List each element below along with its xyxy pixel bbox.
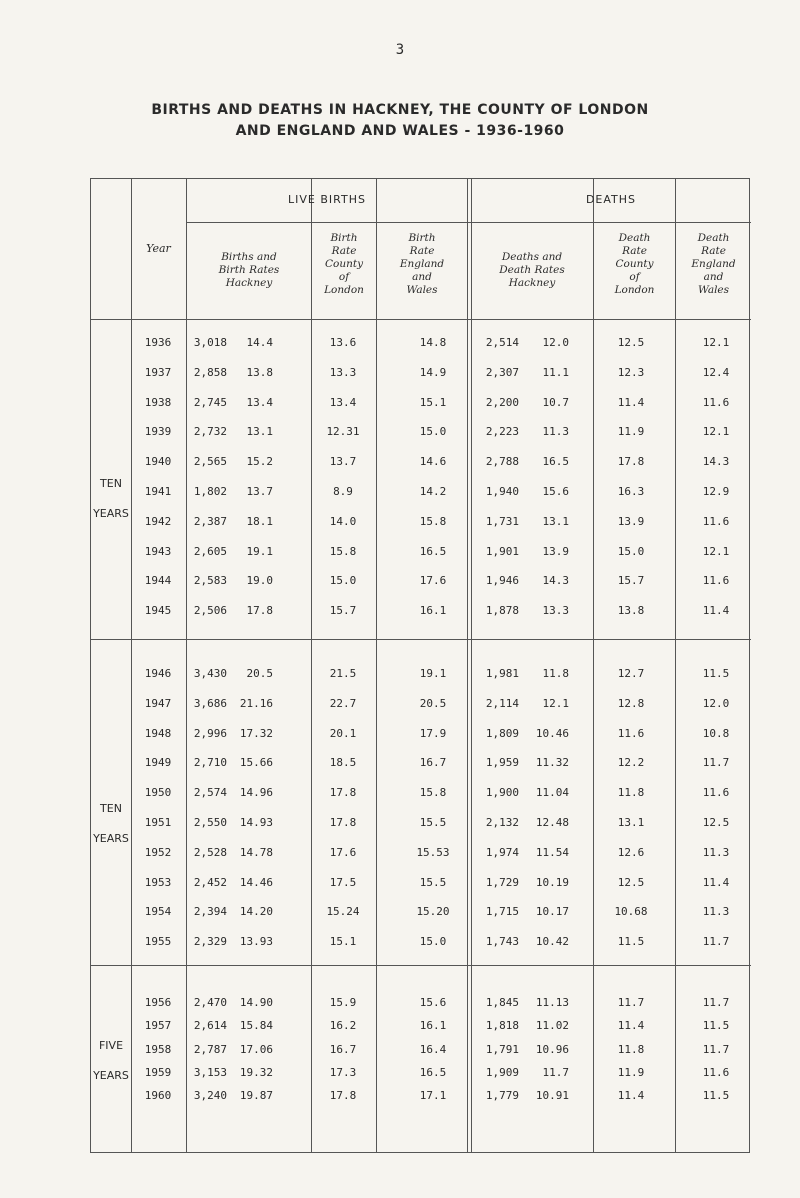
hackney-death-rate-cell: 11.54	[535, 845, 569, 859]
london-death-rate-cell: 17.8	[617, 455, 645, 469]
london-death-rate-cell: 11.9	[617, 1065, 645, 1079]
hackney-birth-rate-cell: 14.90	[239, 996, 273, 1009]
ew-birth-rate-cell: 15.20	[416, 905, 450, 919]
hackney-birth-rate-cell: 20.5	[246, 667, 273, 680]
hackney-birth-rate-cell: 13.8	[246, 365, 273, 379]
london-death-rate-cell: 11.8	[617, 786, 645, 800]
ew-death-rate-cell: 11.5	[702, 1019, 730, 1033]
ew-death-rate-cell: 11.6	[702, 514, 730, 528]
year-cell: 1944	[144, 574, 172, 588]
hackney-deaths-cell: 2,132	[485, 816, 519, 829]
hackney-deaths-cell: 1,900	[485, 786, 519, 800]
table-row	[91, 876, 751, 896]
hackney-deaths-cell: 2,788	[485, 455, 519, 469]
hackney-birth-rate-cell: 18.1	[246, 514, 273, 528]
hackney-deaths-cell: 1,974	[485, 845, 519, 859]
table-row	[91, 366, 751, 386]
title-line-2: AND ENGLAND AND WALES - 1936-1960	[235, 123, 565, 139]
year-header: Year	[146, 242, 171, 255]
ew-death-rate-cell: 12.1	[702, 336, 730, 349]
london-birth-rate-cell: 13.3	[329, 365, 357, 379]
london-birth-rate-cell: 16.2	[329, 1019, 357, 1033]
year-cell: 1951	[144, 816, 172, 829]
london-birth-rate-cell: 15.1	[329, 935, 357, 949]
births-deaths-table	[90, 178, 750, 1153]
london-death-rate-cell: 12.8	[617, 696, 645, 710]
hackney-birth-rate-cell: 14.46	[239, 875, 273, 889]
hackney-death-rate-cell: 10.7	[542, 395, 569, 409]
london-death-rate-cell: 12.6	[617, 845, 645, 859]
table-row	[91, 697, 751, 717]
hackney-death-rate-cell: 11.1	[542, 365, 569, 379]
year-cell: 1956	[144, 996, 172, 1009]
table-row	[91, 574, 751, 594]
ew-birth-rate-cell: 17.6	[419, 574, 447, 588]
ew-death-rate-cell: 11.4	[702, 875, 730, 889]
year-cell: 1958	[144, 1042, 172, 1056]
ew-death-rate-cell: 12.0	[702, 696, 730, 710]
ew-death-rate-cell: 11.7	[702, 935, 730, 949]
london-death-rate-cell: 10.68	[614, 905, 648, 919]
hackney-death-rate-cell: 14.3	[542, 574, 569, 588]
hackney-death-rate-cell: 11.02	[535, 1019, 569, 1033]
year-cell: 1955	[144, 935, 172, 949]
hackney-death-rate-cell: 13.3	[542, 604, 569, 618]
london-birth-rate-cell: 13.6	[329, 336, 357, 349]
hackney-death-rate-cell: 15.6	[542, 485, 569, 498]
table-row	[91, 545, 751, 565]
london-death-rate-cell: 12.5	[617, 875, 645, 889]
hackney-death-rate-cell: 12.0	[542, 336, 569, 349]
ew-birth-rate-cell: 19.1	[419, 667, 447, 680]
year-cell: 1960	[144, 1089, 172, 1103]
london-death-rate-cell: 15.7	[617, 574, 645, 588]
london-death-rate-cell: 11.4	[617, 1089, 645, 1103]
hackney-births-cell: 3,153	[193, 1065, 227, 1079]
hackney-births-cell: 2,787	[193, 1042, 227, 1056]
hackney-deaths-cell: 1,743	[485, 935, 519, 949]
ew-death-rate-cell: 11.6	[702, 1065, 730, 1079]
london-birth-rate-cell: 20.1	[329, 726, 357, 740]
london-death-rate-cell: 11.5	[617, 935, 645, 949]
ew-birth-rate-cell: 14.9	[419, 365, 447, 379]
ew-death-rate-cell: 12.5	[702, 816, 730, 829]
london-birth-rate-cell: 17.3	[329, 1065, 357, 1079]
table-row	[91, 1066, 751, 1086]
hackney-deaths-cell: 1,940	[485, 485, 519, 498]
ew-death-rate-cell: 11.7	[702, 996, 730, 1009]
year-cell: 1949	[144, 756, 172, 770]
london-birth-rate-cell: 17.8	[329, 816, 357, 829]
ew-birth-rate-header: Birth Rate England and Wales	[399, 232, 445, 296]
table-row	[91, 816, 751, 836]
ew-death-rate-cell: 14.3	[702, 455, 730, 469]
london-birth-rate-cell: 15.7	[329, 604, 357, 618]
table-row	[91, 996, 751, 1016]
hackney-death-rate-cell: 16.5	[542, 455, 569, 469]
london-death-rate-cell: 11.9	[617, 425, 645, 439]
hackney-deaths-cell: 1,909	[485, 1065, 519, 1079]
table-row	[91, 396, 751, 416]
hackney-births-cell: 2,470	[193, 996, 227, 1009]
ew-death-rate-cell: 11.7	[702, 1042, 730, 1056]
year-cell: 1943	[144, 544, 172, 558]
london-birth-rate-cell: 17.8	[329, 1089, 357, 1103]
hackney-death-rate-cell: 10.91	[535, 1089, 569, 1103]
ew-birth-rate-cell: 15.6	[419, 996, 447, 1009]
period-label: FIVE YEARS	[93, 1039, 129, 1082]
year-cell: 1952	[144, 845, 172, 859]
table-row	[91, 905, 751, 925]
ew-birth-rate-cell: 16.1	[419, 1019, 447, 1033]
london-birth-rate-cell: 13.7	[329, 455, 357, 469]
hackney-births-cell: 2,394	[193, 905, 227, 919]
hackney-death-rate-cell: 11.04	[535, 786, 569, 800]
hackney-births-cell: 2,329	[193, 935, 227, 949]
page-number: 3	[395, 42, 405, 58]
ew-birth-rate-cell: 16.7	[419, 756, 447, 770]
london-death-rate-cell: 11.4	[617, 1019, 645, 1033]
hackney-deaths-cell: 1,878	[485, 604, 519, 618]
hackney-death-rate-cell: 13.9	[542, 544, 569, 558]
deaths-header: DEATHS	[585, 193, 637, 206]
ew-death-rate-header: Death Rate England and Wales	[691, 232, 736, 296]
hackney-deaths-cell: 2,200	[485, 395, 519, 409]
ew-birth-rate-cell: 16.1	[419, 604, 447, 618]
hackney-births-cell: 3,240	[193, 1089, 227, 1103]
year-cell: 1938	[144, 395, 172, 409]
hackney-births-cell: 1,802	[193, 485, 227, 498]
london-birth-rate-cell: 16.7	[329, 1042, 357, 1056]
table-row	[91, 425, 751, 445]
london-birth-rate-cell: 17.6	[329, 845, 357, 859]
year-cell: 1954	[144, 905, 172, 919]
period-label: TEN YEARS	[93, 802, 129, 845]
hackney-deaths-cell: 2,223	[485, 425, 519, 439]
hackney-death-rate-cell: 12.1	[542, 696, 569, 710]
hackney-births-cell: 3,430	[193, 667, 227, 680]
hackney-births-cell: 2,858	[193, 365, 227, 379]
table-row	[91, 485, 751, 505]
london-death-rate-cell: 12.5	[617, 336, 645, 349]
hackney-deaths-cell: 1,959	[485, 756, 519, 770]
ew-birth-rate-cell: 14.8	[419, 336, 447, 349]
hackney-death-rate-cell: 11.3	[542, 425, 569, 439]
london-birth-rate-cell: 21.5	[329, 667, 357, 680]
london-birth-rate-cell: 17.8	[329, 786, 357, 800]
hackney-deaths-cell: 1,731	[485, 514, 519, 528]
hackney-death-rate-cell: 12.48	[535, 816, 569, 829]
london-death-rate-cell: 13.9	[617, 514, 645, 528]
hackney-death-rate-cell: 10.96	[535, 1042, 569, 1056]
ew-birth-rate-cell: 17.1	[419, 1089, 447, 1103]
hackney-birth-rate-cell: 19.0	[246, 574, 273, 588]
london-birth-rate-cell: 22.7	[329, 696, 357, 710]
london-birth-rate-cell: 15.24	[326, 905, 360, 919]
ew-birth-rate-cell: 15.5	[419, 875, 447, 889]
hackney-birth-rate-cell: 14.20	[239, 905, 273, 919]
hackney-deaths-cell: 2,114	[485, 696, 519, 710]
hackney-death-rate-cell: 11.8	[542, 667, 569, 680]
ew-death-rate-cell: 11.7	[702, 756, 730, 770]
table-row	[91, 515, 751, 535]
hackney-birth-rate-cell: 19.32	[239, 1065, 273, 1079]
ew-death-rate-cell: 11.6	[702, 574, 730, 588]
london-birth-rate-cell: 14.0	[329, 514, 357, 528]
hackney-birth-rate-cell: 13.1	[246, 425, 273, 439]
year-cell: 1945	[144, 604, 172, 618]
hackney-deaths-cell: 1,946	[485, 574, 519, 588]
hackney-births-cell: 2,506	[193, 604, 227, 618]
ew-death-rate-cell: 11.5	[702, 1089, 730, 1103]
hackney-deaths-cell: 1,715	[485, 905, 519, 919]
hackney-deaths-cell: 2,514	[485, 336, 519, 349]
hackney-births-cell: 2,996	[193, 726, 227, 740]
year-cell: 1942	[144, 514, 172, 528]
year-cell: 1939	[144, 425, 172, 439]
hackney-births-cell: 2,614	[193, 1019, 227, 1033]
ew-death-rate-cell: 11.6	[702, 786, 730, 800]
hackney-death-rate-cell: 11.13	[535, 996, 569, 1009]
ew-death-rate-cell: 12.1	[702, 544, 730, 558]
hackney-births-cell: 3,686	[193, 696, 227, 710]
hackney-births-cell: 2,550	[193, 816, 227, 829]
hackney-death-rate-cell: 10.19	[535, 875, 569, 889]
table-row	[91, 1043, 751, 1063]
ew-death-rate-cell: 12.9	[702, 485, 730, 498]
ew-birth-rate-cell: 16.5	[419, 544, 447, 558]
london-birth-rate-cell: 8.9	[333, 485, 353, 498]
table-row	[91, 786, 751, 806]
hackney-births-cell: 2,528	[193, 845, 227, 859]
ew-death-rate-cell: 11.4	[702, 604, 730, 618]
ew-death-rate-cell: 11.5	[702, 667, 730, 680]
ew-death-rate-cell: 11.3	[702, 905, 730, 919]
hackney-birth-rate-cell: 13.7	[246, 485, 273, 498]
table-row	[91, 846, 751, 866]
london-death-rate-cell: 11.7	[617, 996, 645, 1009]
london-birth-rate-cell: 15.0	[329, 574, 357, 588]
hackney-birth-rate-cell: 17.06	[239, 1042, 273, 1056]
hackney-birth-rate-cell: 19.87	[239, 1089, 273, 1103]
hackney-births-cell: 2,574	[193, 786, 227, 800]
table-row	[91, 455, 751, 475]
london-death-rate-cell: 16.3	[617, 485, 645, 498]
london-death-rate-cell: 13.8	[617, 604, 645, 618]
ew-birth-rate-cell: 15.5	[419, 816, 447, 829]
hackney-birth-rate-cell: 14.96	[239, 786, 273, 800]
hackney-deaths-cell: 1,809	[485, 726, 519, 740]
year-cell: 1936	[144, 336, 172, 349]
hackney-deaths-header: Deaths and Death Rates Hackney	[499, 251, 565, 289]
year-cell: 1948	[144, 726, 172, 740]
ew-birth-rate-cell: 15.0	[419, 425, 447, 439]
hackney-birth-rate-cell: 13.93	[239, 935, 273, 949]
ew-birth-rate-cell: 17.9	[419, 726, 447, 740]
ew-birth-rate-cell: 14.2	[419, 485, 447, 498]
hackney-deaths-cell: 1,779	[485, 1089, 519, 1103]
hackney-deaths-cell: 1,729	[485, 875, 519, 889]
hackney-death-rate-cell: 10.46	[535, 726, 569, 740]
hackney-deaths-cell: 1,791	[485, 1042, 519, 1056]
hackney-birth-rate-cell: 21.16	[239, 696, 273, 710]
ew-birth-rate-cell: 15.0	[419, 935, 447, 949]
london-death-rate-cell: 11.4	[617, 395, 645, 409]
ew-death-rate-cell: 10.8	[702, 726, 730, 740]
table-row	[91, 935, 751, 955]
table-row	[91, 336, 751, 356]
title-line-1: BIRTHS AND DEATHS IN HACKNEY, THE COUNTY OF LONDON	[151, 102, 649, 118]
ew-birth-rate-cell: 15.8	[419, 786, 447, 800]
london-birth-rate-cell: 15.8	[329, 544, 357, 558]
hackney-births-cell: 2,387	[193, 514, 227, 528]
hackney-births-cell: 2,583	[193, 574, 227, 588]
london-birth-rate-cell: 13.4	[329, 395, 357, 409]
ew-birth-rate-cell: 15.1	[419, 395, 447, 409]
year-cell: 1940	[144, 455, 172, 469]
hackney-births-cell: 3,018	[193, 336, 227, 349]
live-births-header: LIVE BIRTHS	[288, 193, 366, 206]
hackney-deaths-cell: 1,818	[485, 1019, 519, 1033]
london-death-rate-cell: 12.3	[617, 365, 645, 379]
ew-birth-rate-cell: 16.4	[419, 1042, 447, 1056]
hackney-deaths-cell: 1,845	[485, 996, 519, 1009]
hackney-deaths-cell: 1,901	[485, 544, 519, 558]
table-row	[91, 1089, 751, 1109]
ew-death-rate-cell: 12.4	[702, 365, 730, 379]
hackney-birth-rate-cell: 14.93	[239, 816, 273, 829]
year-cell: 1947	[144, 696, 172, 710]
hackney-birth-rate-cell: 19.1	[246, 544, 273, 558]
table-row	[91, 727, 751, 747]
period-label: TEN YEARS	[93, 477, 129, 520]
london-death-rate-header: Death Rate County of London	[614, 232, 655, 296]
table-row	[91, 756, 751, 776]
london-birth-rate-header: Birth Rate County of London	[324, 232, 364, 296]
hackney-birth-rate-cell: 15.2	[246, 455, 273, 469]
hackney-birth-rate-cell: 14.4	[246, 336, 273, 349]
hackney-births-cell: 2,745	[193, 395, 227, 409]
hackney-death-rate-cell: 11.7	[542, 1065, 569, 1079]
ew-death-rate-cell: 12.1	[702, 425, 730, 439]
table-row	[91, 604, 751, 624]
hackney-births-cell: 2,710	[193, 756, 227, 770]
ew-birth-rate-cell: 14.6	[419, 455, 447, 469]
year-cell: 1953	[144, 875, 172, 889]
hackney-births-cell: 2,452	[193, 875, 227, 889]
year-cell: 1941	[144, 485, 172, 498]
year-cell: 1950	[144, 786, 172, 800]
ew-birth-rate-cell: 15.53	[416, 845, 450, 859]
hackney-births-cell: 2,565	[193, 455, 227, 469]
ew-death-rate-cell: 11.3	[702, 845, 730, 859]
hackney-birth-rate-cell: 13.4	[246, 395, 273, 409]
year-cell: 1937	[144, 365, 172, 379]
ew-birth-rate-cell: 20.5	[419, 696, 447, 710]
year-cell: 1957	[144, 1019, 172, 1033]
table-row	[91, 667, 751, 687]
london-death-rate-cell: 12.2	[617, 756, 645, 770]
ew-death-rate-cell: 11.6	[702, 395, 730, 409]
hackney-death-rate-cell: 11.32	[535, 756, 569, 770]
hackney-birth-rate-cell: 15.66	[239, 756, 273, 770]
hackney-births-header: Births and Birth Rates Hackney	[218, 251, 280, 289]
hackney-births-cell: 2,732	[193, 425, 227, 439]
hackney-birth-rate-cell: 17.8	[246, 604, 273, 618]
london-birth-rate-cell: 12.31	[326, 425, 360, 439]
ew-birth-rate-cell: 16.5	[419, 1065, 447, 1079]
london-death-rate-cell: 15.0	[617, 544, 645, 558]
london-birth-rate-cell: 17.5	[329, 875, 357, 889]
hackney-deaths-cell: 2,307	[485, 365, 519, 379]
london-death-rate-cell: 12.7	[617, 667, 645, 680]
london-death-rate-cell: 11.6	[617, 726, 645, 740]
london-death-rate-cell: 11.8	[617, 1042, 645, 1056]
ew-birth-rate-cell: 15.8	[419, 514, 447, 528]
hackney-death-rate-cell: 10.17	[535, 905, 569, 919]
london-birth-rate-cell: 18.5	[329, 756, 357, 770]
page-title	[0, 100, 800, 142]
hackney-birth-rate-cell: 14.78	[239, 845, 273, 859]
london-birth-rate-cell: 15.9	[329, 996, 357, 1009]
hackney-births-cell: 2,605	[193, 544, 227, 558]
hackney-birth-rate-cell: 17.32	[239, 726, 273, 740]
table-row	[91, 1019, 751, 1039]
hackney-birth-rate-cell: 15.84	[239, 1019, 273, 1033]
london-death-rate-cell: 13.1	[617, 816, 645, 829]
year-cell: 1959	[144, 1065, 172, 1079]
hackney-death-rate-cell: 13.1	[542, 514, 569, 528]
hackney-death-rate-cell: 10.42	[535, 935, 569, 949]
hackney-deaths-cell: 1,981	[485, 667, 519, 680]
year-cell: 1946	[144, 667, 172, 680]
